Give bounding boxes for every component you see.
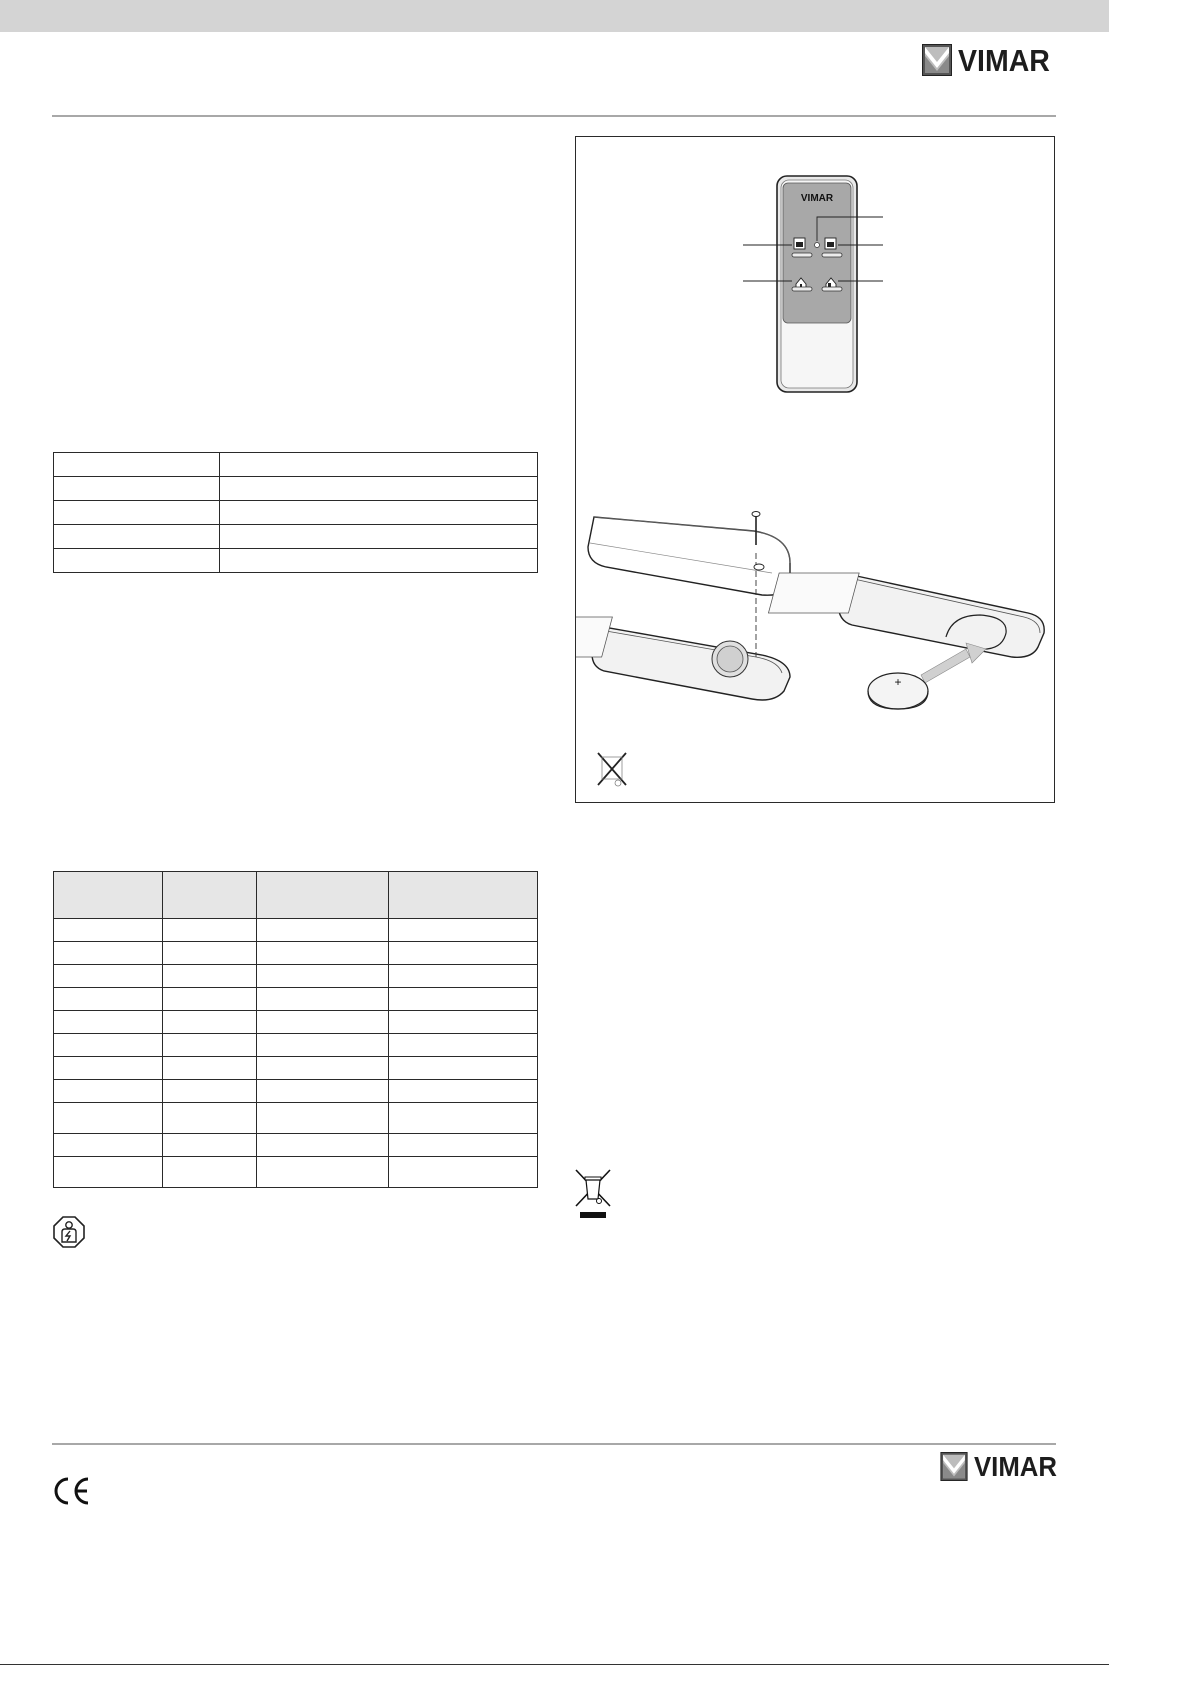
vimar-logo-mark-icon xyxy=(922,44,952,76)
header-rule xyxy=(52,115,1056,117)
vimar-logo-mark-icon xyxy=(940,1452,968,1481)
table-row xyxy=(54,988,538,1011)
table-row xyxy=(54,965,538,988)
table-cell xyxy=(220,453,538,477)
table-header-cell xyxy=(257,872,389,919)
table-row xyxy=(54,1057,538,1080)
disposal-bin-icon xyxy=(598,753,626,786)
table-header-cell xyxy=(54,872,163,919)
vimar-logo-header xyxy=(922,44,1058,76)
matrix-table xyxy=(53,871,538,1188)
table-row xyxy=(54,501,538,525)
table-row xyxy=(54,477,538,501)
table-cell xyxy=(220,525,538,549)
table-cell xyxy=(54,453,220,477)
status-led xyxy=(815,243,820,248)
table-cell xyxy=(54,525,220,549)
table-cell xyxy=(220,477,538,501)
table-row xyxy=(54,1080,538,1103)
table-cell xyxy=(54,501,220,525)
table-row xyxy=(54,1034,538,1057)
table-row xyxy=(54,942,538,965)
battery-polarity-label: + xyxy=(894,675,902,689)
footer-rule xyxy=(52,1443,1056,1445)
brand-name: VIMAR xyxy=(958,42,1050,78)
table-row xyxy=(54,549,538,573)
table-cell xyxy=(54,477,220,501)
table-row xyxy=(54,1103,538,1134)
remote-illustration xyxy=(576,137,1056,804)
table-row xyxy=(54,919,538,942)
vimar-logo-footer xyxy=(940,1452,1064,1481)
table-header-cell xyxy=(389,872,538,919)
table-cell xyxy=(220,549,538,573)
brand-name: VIMAR xyxy=(974,1450,1058,1482)
ce-mark xyxy=(52,1475,92,1507)
figure-panel xyxy=(575,136,1055,803)
table-cell xyxy=(54,549,220,573)
table-row xyxy=(54,453,538,477)
remote-disassembly-view xyxy=(576,512,790,701)
page-bottom-rule xyxy=(0,1664,1109,1665)
table-row xyxy=(54,1011,538,1034)
table-row xyxy=(54,525,538,549)
installer-icon xyxy=(53,1216,85,1248)
specifications-table xyxy=(53,452,538,573)
table-row xyxy=(54,1134,538,1157)
table-cell xyxy=(220,501,538,525)
remote-front-view xyxy=(743,176,883,392)
remote-brand-label: VIMAR xyxy=(800,193,834,204)
weee-bin-icon xyxy=(572,1166,614,1220)
table-header-row xyxy=(54,872,538,919)
battery-replacement-view xyxy=(768,573,1044,709)
table-row xyxy=(54,1157,538,1188)
table-header-cell xyxy=(163,872,257,919)
top-bar xyxy=(0,0,1109,32)
